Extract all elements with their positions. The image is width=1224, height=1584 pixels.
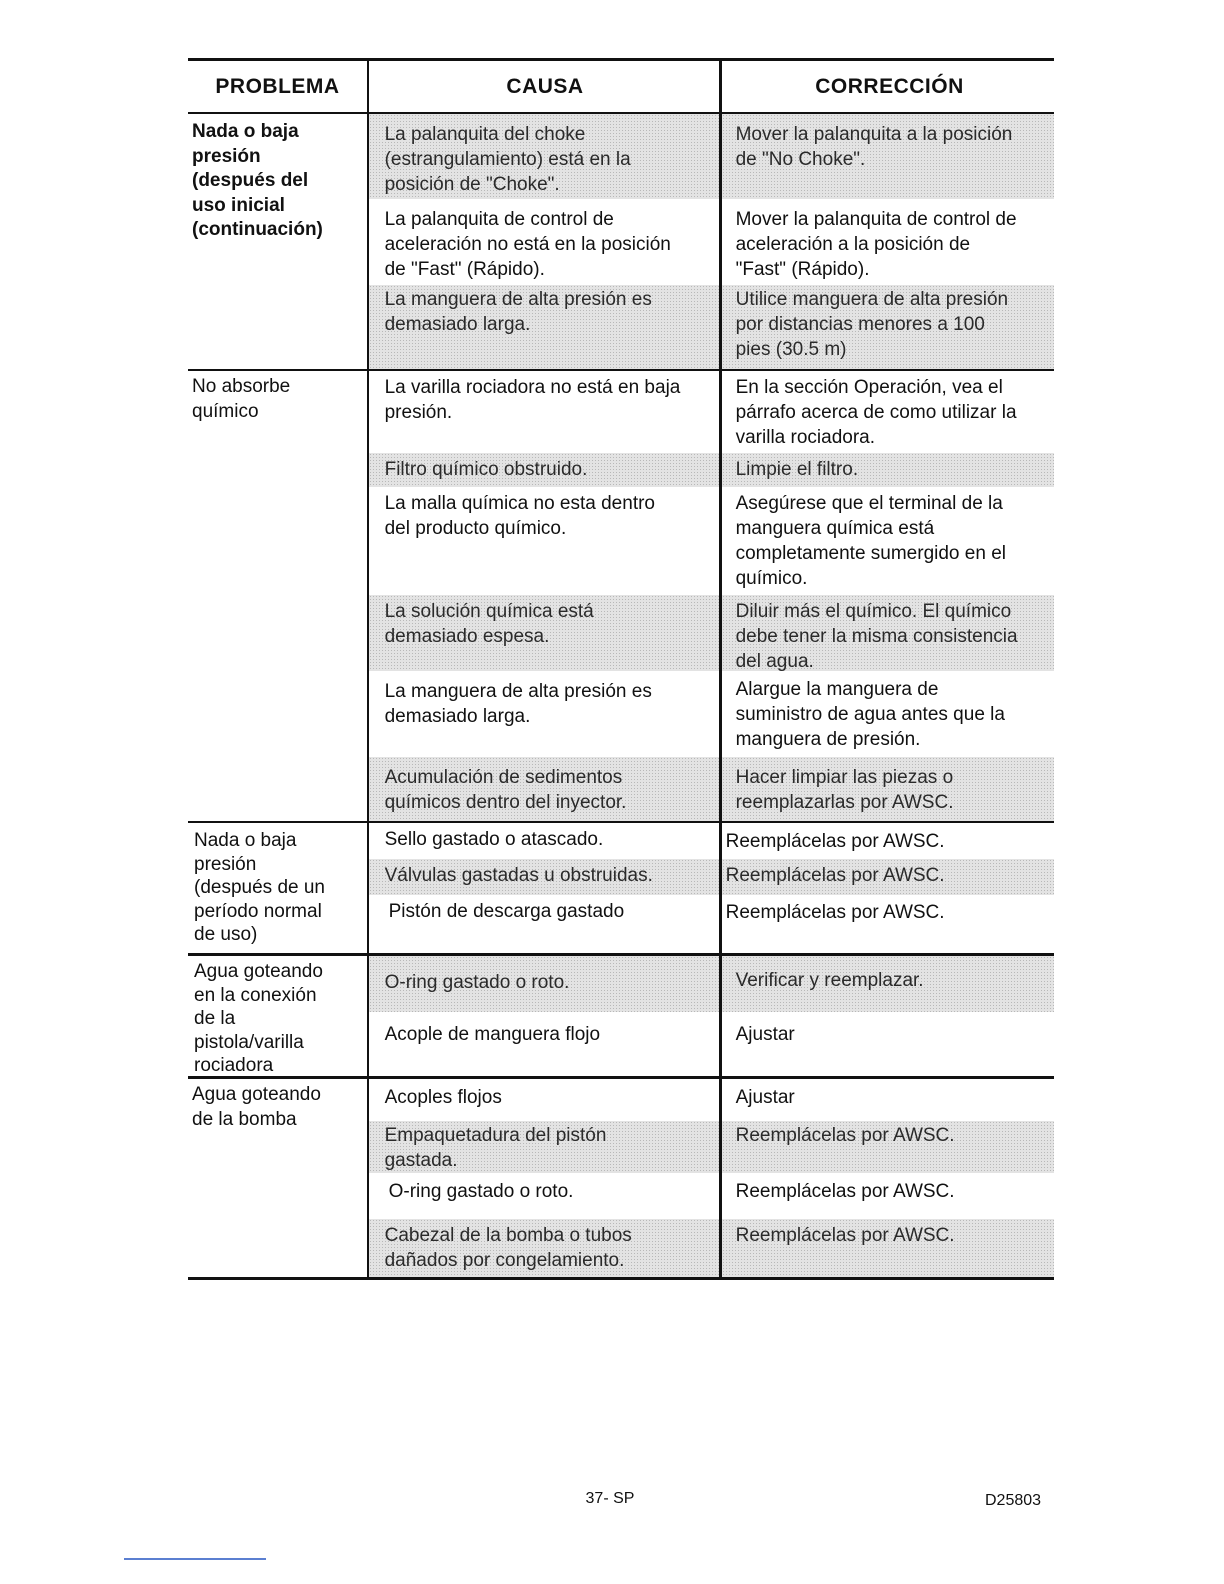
- cause-correction-rows: [367, 823, 1054, 953]
- problem-group: [188, 1079, 1054, 1280]
- cause-cell: La manguera de alta presión es demasiado larga.: [369, 285, 719, 369]
- cause-cell: La solución química está demasiado espesa.: [369, 595, 719, 671]
- table-row: [369, 1012, 1054, 1076]
- cause-correction-rows: [367, 114, 1054, 369]
- header-problem: PROBLEMA: [215, 74, 340, 98]
- cause-cell: Cabezal de la bomba o tubos dañados por congelamiento.: [369, 1219, 719, 1277]
- correction-cell: Asegúrese que el terminal de la manguera química está completamente sumergido en el químico.: [719, 487, 1054, 595]
- correction-cell: Reemplácelas por AWSC.: [719, 859, 1054, 895]
- correction-cell: Reemplácelas por AWSC.: [719, 823, 1054, 859]
- table-row: [369, 859, 1054, 895]
- table-row: [369, 371, 1054, 453]
- table-row: [369, 757, 1054, 821]
- problem-group: [188, 823, 1054, 956]
- cause-correction-rows: [367, 371, 1054, 821]
- cause-correction-rows: [367, 1079, 1054, 1277]
- cause-cell: La manguera de alta presión es demasiado larga.: [384, 681, 652, 727]
- table-row: [369, 671, 1054, 757]
- correction-cell: Reemplácelas por AWSC.: [719, 1173, 1054, 1219]
- cause-cell: Filtro químico obstruido.: [369, 453, 719, 487]
- problem-group: [188, 114, 1054, 371]
- page-number: 37- SP: [585, 1490, 635, 1507]
- problem-cell: Agua goteando en la conexión de la pistola/varilla rociadora: [194, 961, 323, 1076]
- problem-group: [188, 956, 1054, 1079]
- table-row: [369, 823, 1054, 859]
- table-row: [369, 1173, 1054, 1219]
- correction-cell: Reemplácelas por AWSC.: [719, 1219, 1054, 1277]
- cause-cell: Acoples flojos: [384, 1087, 502, 1108]
- header-correction: CORRECCIÓN: [719, 61, 1057, 112]
- correction-cell: Reemplácelas por AWSC.: [719, 1121, 1054, 1173]
- problem-cell: Agua goteando de la bomba: [192, 1084, 321, 1130]
- correction-cell: Alargue la manguera de suministro de agua antes que la manguera de presión.: [719, 671, 1054, 757]
- cause-correction-rows: [367, 956, 1054, 1076]
- table-row: [369, 199, 1054, 285]
- cause-cell: La palanquita de control de aceleración no está en la posición de "Fast" (Rápido).: [384, 209, 671, 280]
- document-number: D25803: [985, 1492, 1042, 1509]
- correction-cell: En la sección Operación, vea el párrafo acerca de como utilizar la varilla rociadora.: [719, 371, 1054, 453]
- table-row: [369, 595, 1054, 671]
- cause-cell: O-ring gastado o roto.: [388, 1181, 574, 1202]
- correction-cell: Mover la palanquita a la posición de "No Choke".: [719, 114, 1054, 199]
- problem-cell: Nada o baja presión (después del uso inicial (continuación): [192, 121, 323, 240]
- table-row: [369, 487, 1054, 595]
- correction-cell: Hacer limpiar las piezas o reemplazarlas por AWSC.: [719, 757, 1054, 821]
- table-row: [369, 1121, 1054, 1173]
- correction-cell: Limpie el filtro.: [719, 453, 1054, 487]
- problem-group: [188, 371, 1054, 823]
- problem-cell: No absorbe químico: [192, 376, 291, 422]
- cause-cell: Acumulación de sedimentos químicos dentro del inyector.: [369, 757, 719, 821]
- problem-cell: Nada o baja presión (después de un período normal de uso): [194, 830, 325, 945]
- correction-cell: Utilice manguera de alta presión por distancias menores a 100 pies (30.5 m): [719, 285, 1054, 369]
- table-row: [369, 114, 1054, 199]
- cause-cell: O-ring gastado o roto.: [369, 956, 719, 1012]
- correction-cell: Diluir más el químico. El químico debe tener la misma consistencia del agua.: [719, 595, 1054, 671]
- cause-cell: Pistón de descarga gastado: [388, 901, 625, 922]
- cause-cell: Válvulas gastadas u obstruidas.: [369, 859, 719, 895]
- cause-cell: La malla química no esta dentro del producto químico.: [384, 493, 655, 539]
- cause-cell: La palanquita del choke (estrangulamiento) está en la posición de "Choke".: [369, 114, 719, 199]
- cause-cell: Acople de manguera flojo: [384, 1024, 601, 1045]
- correction-cell: Ajustar: [719, 1012, 1054, 1076]
- table-row: [369, 956, 1054, 1012]
- scan-artifact-line: [124, 1558, 266, 1560]
- troubleshooting-table: [188, 58, 1054, 1280]
- table-row: [369, 895, 1054, 953]
- table-row: [369, 453, 1054, 487]
- table-row: [369, 1079, 1054, 1121]
- correction-cell: Ajustar: [719, 1079, 1054, 1121]
- correction-cell: Reemplácelas por AWSC.: [719, 895, 1054, 953]
- table-row: [369, 285, 1054, 369]
- cause-cell: Sello gastado o atascado.: [384, 829, 604, 850]
- header-cause: CAUSA: [367, 61, 721, 112]
- cause-cell: Empaquetadura del pistón gastada.: [369, 1121, 719, 1173]
- correction-cell: Mover la palanquita de control de aceleración a la posición de "Fast" (Rápido).: [719, 199, 1054, 285]
- cause-cell: La varilla rociadora no está en baja presión.: [384, 377, 681, 423]
- table-row: [369, 1219, 1054, 1277]
- correction-cell: Verificar y reemplazar.: [719, 956, 1054, 1012]
- table-header: [188, 58, 1054, 114]
